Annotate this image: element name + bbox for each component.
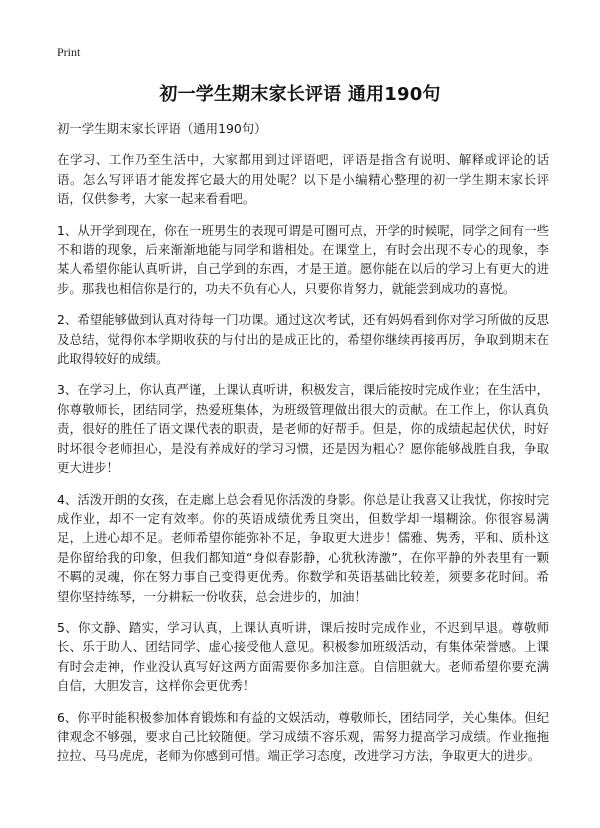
document-subtitle: 初一学生期末家长评语（通用190句） [57,121,267,136]
document-body [57,119,549,778]
intro-paragraph: 在学习、工作乃至生活中，大家都用到过评语吧，评语是指含有说明、解释或评论的话语。怎么写评语才能发挥它最大的用处呢？以下是小编精心整理的初一学生期末家长评语，仅供参考，大家一起来看看吧。 [57,152,549,207]
comment-paragraph-3: 3、在学习上，你认真严谨，上课认真听讲，积极发言，课后能按时完成作业；在生活中，你尊敬师长，团结同学，热爱班集体，为班级管理做出很大的贡献。在工作上，你认真负责，很好的胜任了语文课代表的职责，是老师的好帮手。但是，你的成绩起起伏伏，时好时坏很令老师担心，是没有养成好的学习习惯，还是因为粗心？愿你能够战胜自我，争取更大进步！ [57,382,549,476]
page-title: 初一学生期末家长评语 通用190句 [159,84,441,105]
comment-paragraph-1: 1、从开学到现在，你在一班男生的表现可谓是可圈可点，开学的时候呢，同学之间有一些不和谐的现象，后来渐渐地能与同学和谐相处。在课堂上，有时会出现不专心的现象，李某人希望你能认真听讲，自己学到的东西，才是王道。愿你能在以后的学习上有更大的进步。那我也相信你是行的，功夫不负有心人，只要你肯努力，就能尝到成功的喜悦。 [57,222,549,296]
print-label[interactable]: Print [57,45,81,59]
comment-paragraph-5: 5、你文静、踏实，学习认真，上课认真听讲，课后按时完成作业，不迟到早退。尊敬师长、乐于助人、团结同学、虚心接受他人意见。积极参加班级活动，有集体荣誉感。上课有时会走神，作业没认真写好这两方面需要你多加注意。自信胆就大。老师希望你要充满自信，大胆发言，这样你会更优秀！ [57,619,549,694]
comment-paragraph-2: 2、希望能够做到认真对待每一门功课。通过这次考试，还有妈妈看到你对学习所做的反思及总结，觉得你本学期收获的与付出的是成正比的，希望你继续再接再厉，争取到期末在此取得较好的成绩。 [57,312,549,367]
comment-paragraph-4: 4、活泼开朗的女孩，在走廊上总会看见你活泼的身影。你总是让我喜又让我忧，你按时完成作业，却不一定有效率。你的英语成绩优秀且突出，但数学却一塌糊涂。你很容易满足，上进心却不足。老师希望你能弥补不足，争取更大进步！儒雅、隽秀，平和、质朴这是你留给我的印象，但我们都知道“身似春影静，心犹秋涛激”，在你平静的外表里有一颗不羁的灵魂，你在努力事自己变得更优秀。你数学和英语基础比较差，须要多花时间。希望你坚持练琴，一分耕耘一份收获，总会进步的，加油！ [57,491,549,604]
comment-paragraph-6: 6、你平时能积极参加体育锻炼和有益的文娱活动，尊敬师长，团结同学，关心集体。但纪律观念不够强，要求自己比较随便。学习成绩不容乐观，需努力提高学习成绩。作业拖拖拉拉、马马虎虎，老师为你感到可惜。端正学习态度，改进学习方法，争取更大的进步。 [57,709,549,764]
